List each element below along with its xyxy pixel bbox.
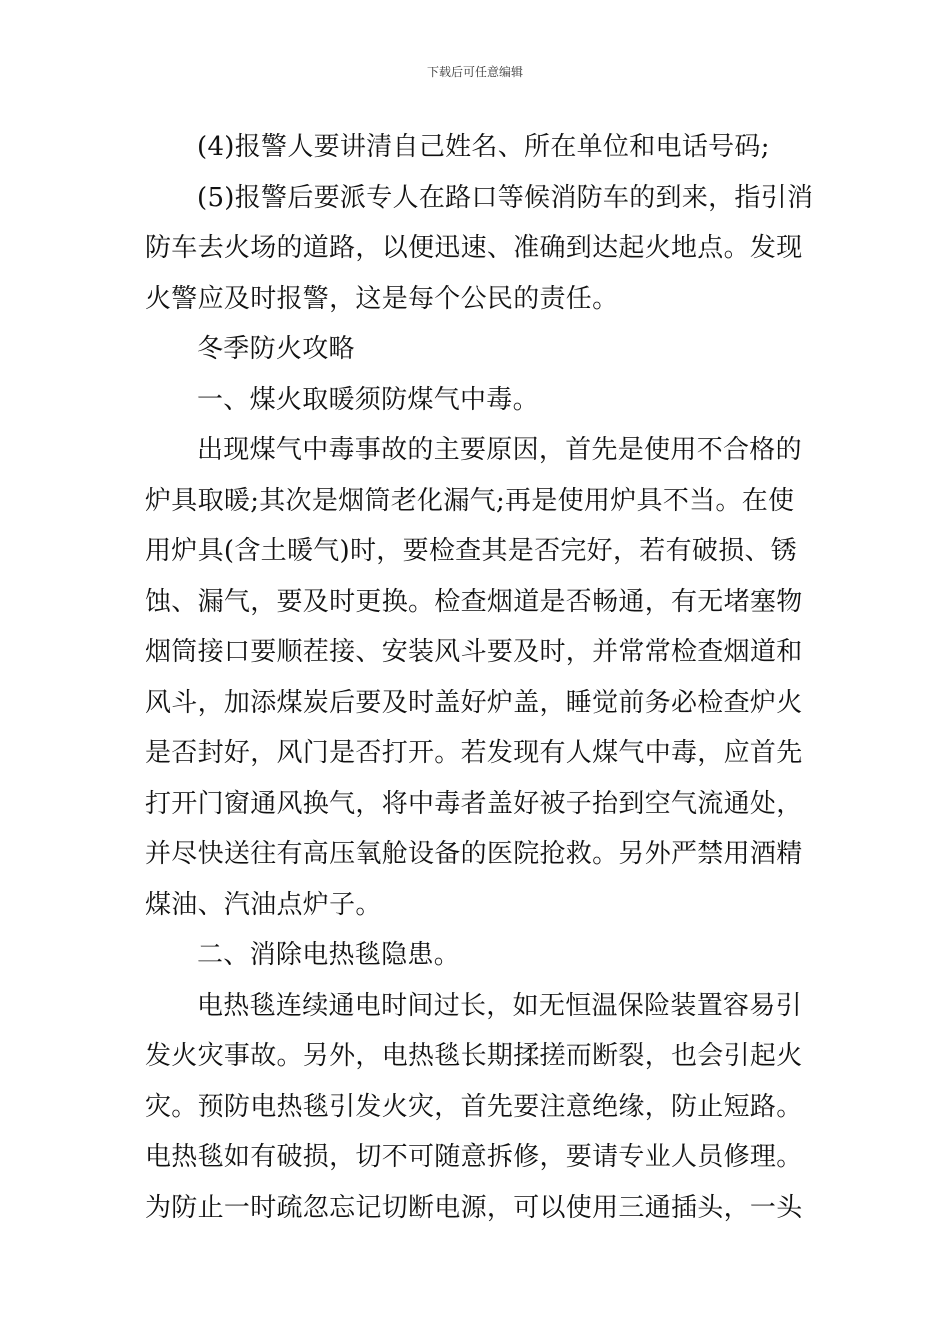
text-line-1: (4)报警人要讲清自己姓名、所在单位和电话号码; (197, 132, 770, 162)
text-line-19: 发火灾事故。另外，电热毯长期揉搓而断裂，也会引起火 (145, 1041, 803, 1071)
text-line-18: 电热毯连续通电时间过长，如无恒温保险装置容易引 (197, 990, 802, 1021)
text-line-10: 蚀、漏气，要及时更换。检查烟道是否畅通，有无堵塞物 (145, 586, 803, 617)
subheading-2: 二、消除电热毯隐患。 (197, 940, 461, 970)
text-line-2: (5)报警后要派专人在路口等候消防车的到来，指引消 (197, 182, 814, 213)
text-line-12: 风斗，加添煤炭后要及时盖好炉盖，睡觉前务必检查炉火 (145, 687, 803, 718)
text-line-11: 烟筒接口要顺茬接、安装风斗要及时，并常常检查烟道和 (145, 637, 803, 667)
text-line-14: 打开门窗通风换气，将中毒者盖好被子抬到空气流通处， (145, 788, 803, 819)
text-line-7: 出现煤气中毒事故的主要原因，首先是使用不合格的 (197, 435, 802, 465)
text-line-20: 灾。预防电热毯引发火灾，首先要注意绝缘，防止短路。 (145, 1091, 803, 1122)
subheading-1: 一、煤火取暖须防煤气中毒。 (197, 384, 539, 415)
text-line-3: 防车去火场的道路，以便迅速、准确到达起火地点。发现 (145, 233, 803, 263)
text-line-15: 并尽快送往有高压氧舱设备的医院抢救。另外严禁用酒精 (145, 839, 803, 869)
text-line-4: 火警应及时报警，这是每个公民的责任。 (145, 283, 619, 314)
text-line-8: 炉具取暖;其次是烟筒老化漏气;再是使用炉具不当。在使 (145, 485, 795, 516)
text-line-16: 煤油、汽油点炉子。 (145, 889, 382, 920)
document-body (145, 122, 814, 1233)
text-line-21: 电热毯如有破损，切不可随意拆修，要请专业人员修理。 (145, 1142, 803, 1172)
page-header: 下载后可任意编辑 (426, 65, 523, 79)
section-title: 冬季防火攻略 (197, 334, 355, 364)
text-line-9: 用炉具(含土暖气)时，要检查其是否完好，若有破损、锈 (145, 536, 798, 566)
text-line-22: 为防止一时疏忽忘记切断电源，可以使用三通插头，一头 (145, 1192, 803, 1223)
text-line-13: 是否封好，风门是否打开。若发现有人煤气中毒，应首先 (145, 738, 803, 768)
